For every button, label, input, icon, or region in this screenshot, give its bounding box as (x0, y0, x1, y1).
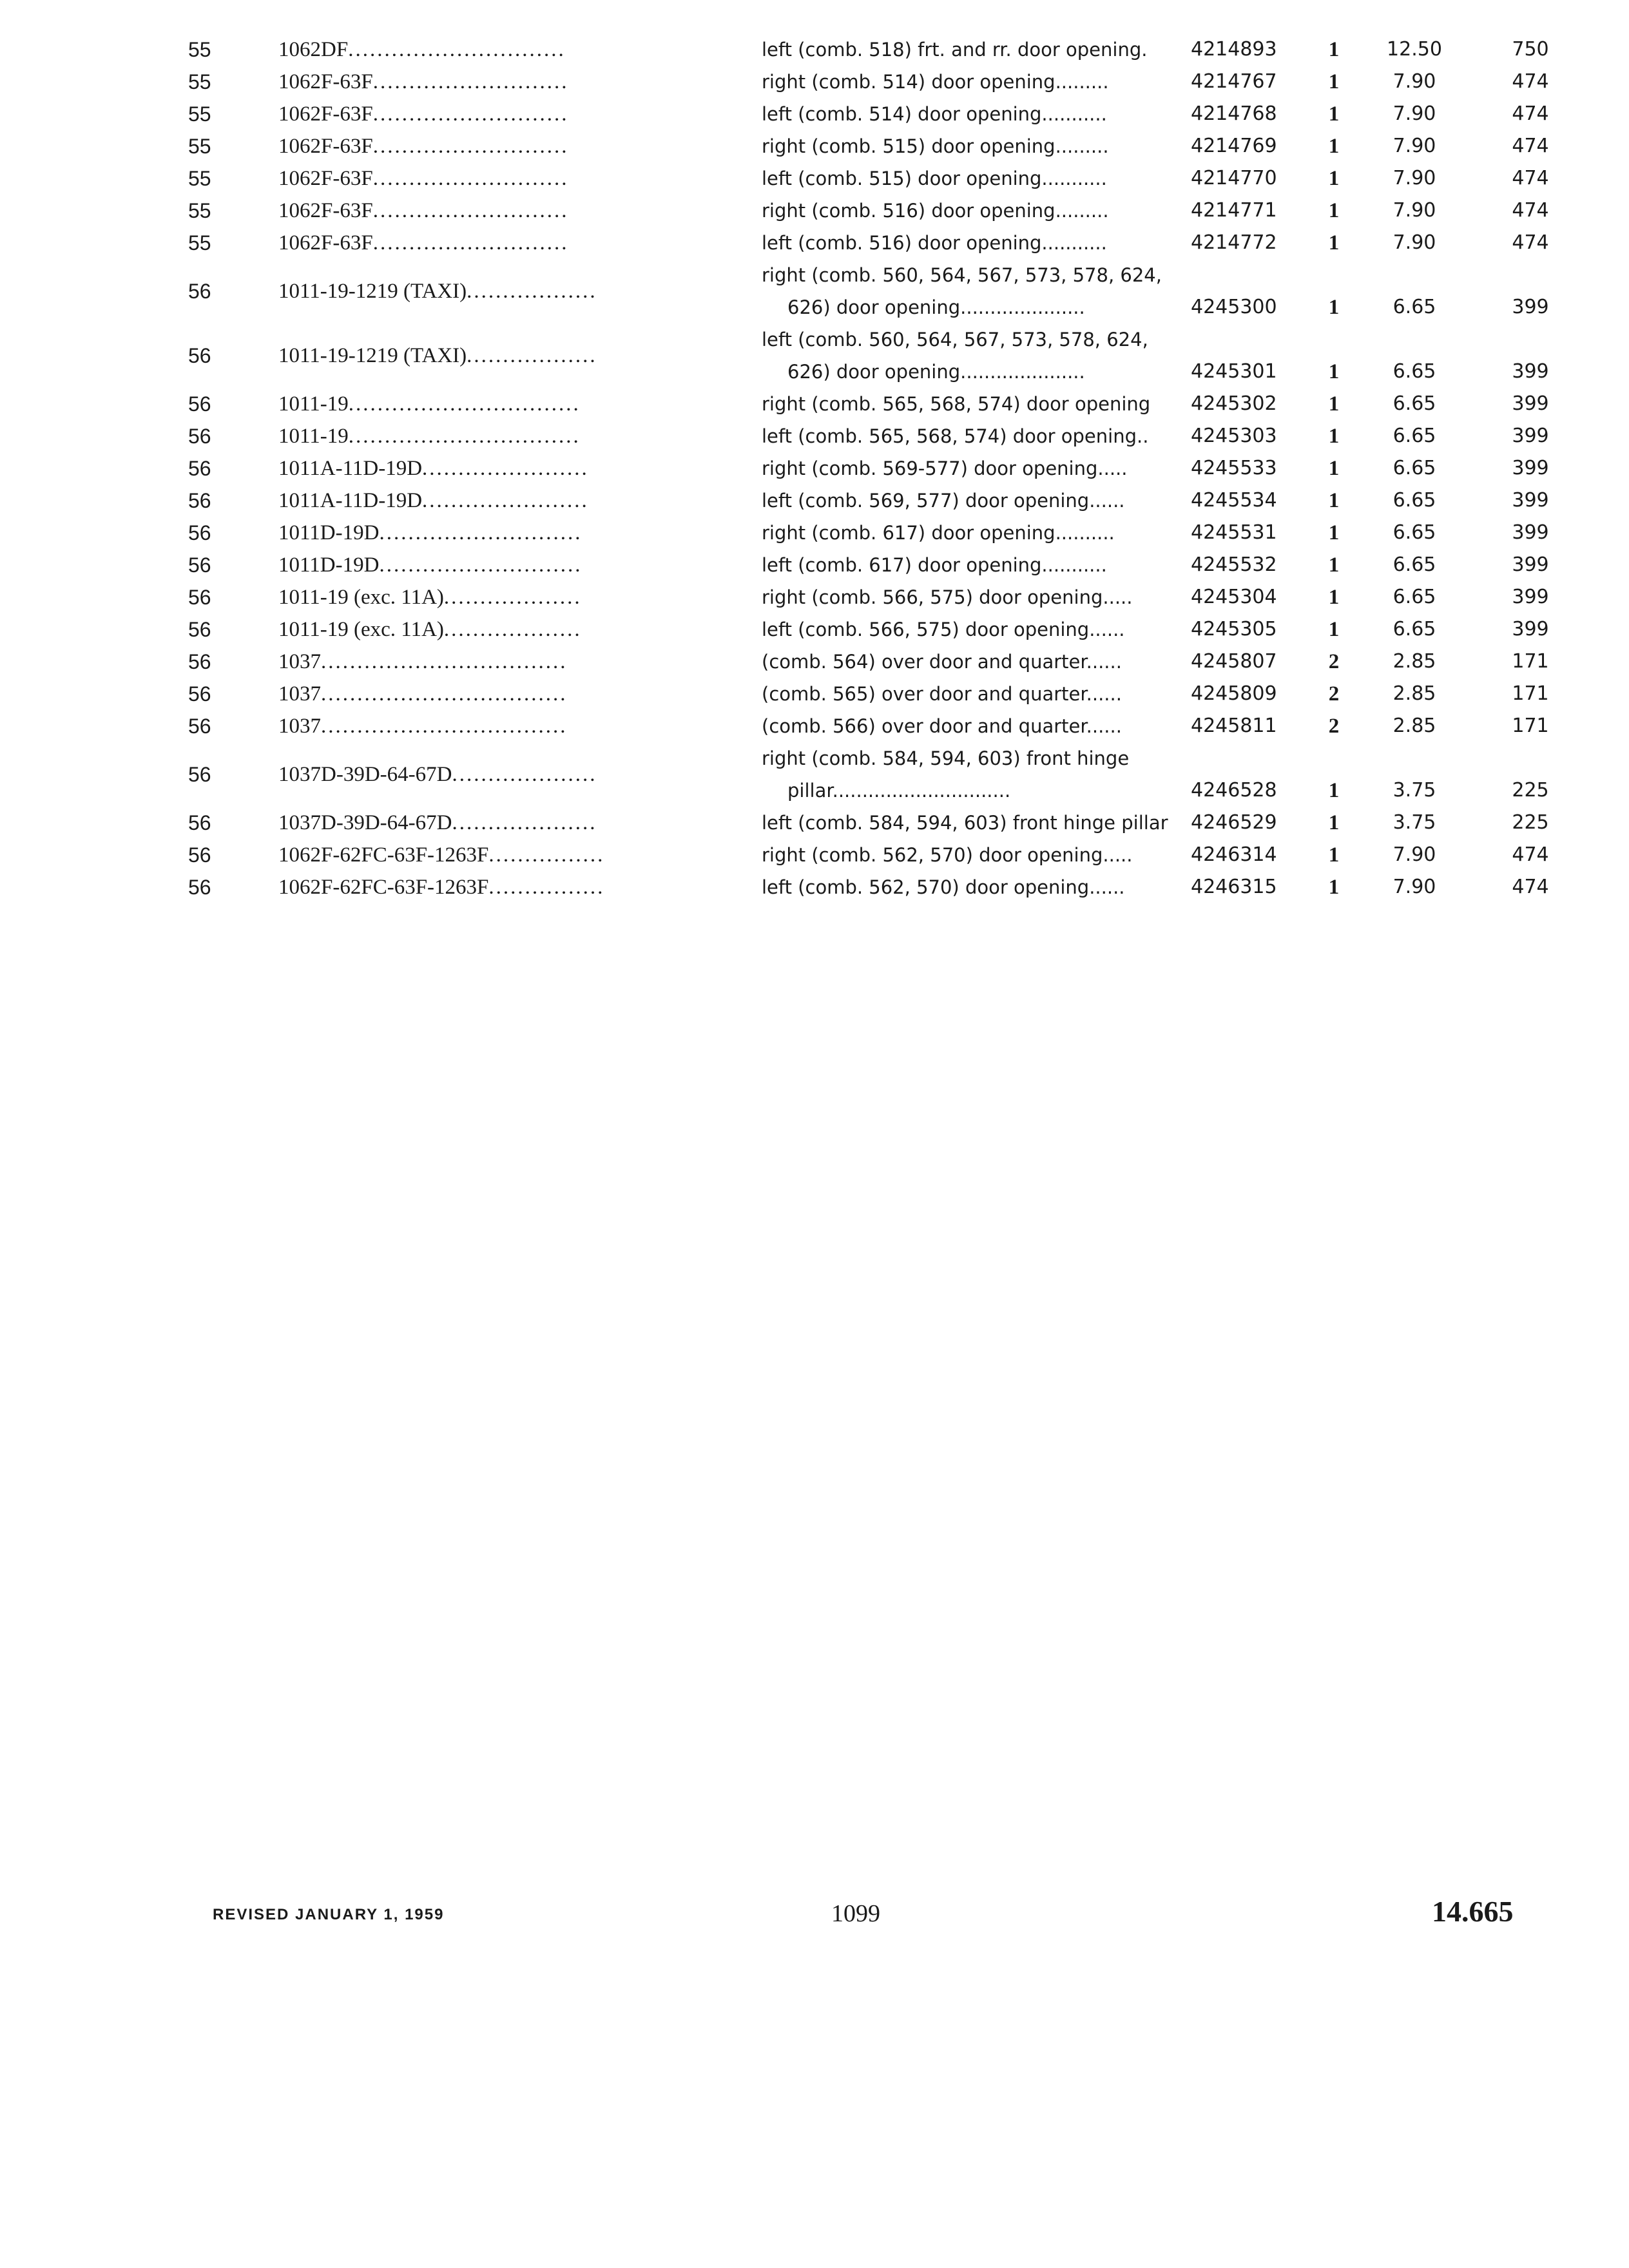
price-cell: 6.65 (1393, 553, 1436, 576)
table-row (0, 323, 1629, 388)
model-cell (278, 807, 697, 839)
quantity-cell: 2 (1328, 715, 1340, 738)
description-cell (762, 452, 1187, 485)
model-name: 1011D-19D (278, 553, 380, 577)
price-cell: 7.90 (1393, 70, 1436, 93)
weight-cell: 474 (1512, 135, 1549, 157)
year-cell: 56 (188, 457, 211, 480)
leader-dots: .................................. (321, 682, 568, 706)
weight-cell: 474 (1512, 102, 1549, 125)
year-cell: 56 (188, 425, 211, 448)
leader-dots: ................... (443, 586, 582, 609)
model-cell (278, 613, 697, 646)
table-row (0, 66, 1629, 98)
table-row (0, 195, 1629, 227)
year-cell: 55 (188, 167, 211, 190)
price-cell: 7.90 (1393, 135, 1436, 157)
quantity-cell: 1 (1328, 38, 1340, 61)
model-cell (278, 195, 697, 227)
weight-cell: 474 (1512, 231, 1549, 254)
part-number-cell: 4245304 (1191, 586, 1277, 608)
weight-cell: 225 (1512, 779, 1549, 802)
price-cell: 7.90 (1393, 167, 1436, 189)
year-cell: 56 (188, 618, 211, 641)
description-line: right (comb. 569-577) door opening..... (762, 457, 1128, 479)
price-cell: 2.85 (1393, 715, 1436, 737)
part-number-cell: 4245532 (1191, 553, 1277, 576)
description-cell (762, 678, 1187, 710)
weight-cell: 399 (1512, 360, 1549, 383)
description-line: left (comb. 515) door opening........... (762, 168, 1107, 189)
price-cell: 6.65 (1393, 521, 1436, 544)
model-name: 1011-19 (exc. 11A) (278, 618, 444, 641)
weight-cell: 750 (1512, 38, 1549, 61)
description-line: right (comb. 560, 564, 567, 573, 578, 624, (762, 264, 1162, 286)
leader-dots: .............................. (348, 38, 566, 61)
weight-cell: 171 (1512, 682, 1549, 705)
revision-date: REVISED JANUARY 1, 1959 (213, 1906, 445, 1923)
year-cell: 56 (188, 682, 211, 706)
leader-dots: ........................... (372, 135, 569, 158)
model-name: 1011A-11D-19D (278, 457, 423, 480)
price-cell: 6.65 (1393, 360, 1436, 383)
part-number-cell: 4245303 (1191, 425, 1277, 447)
part-number-cell: 4245305 (1191, 618, 1277, 640)
part-number-cell: 4214893 (1191, 38, 1277, 61)
quantity-cell: 1 (1328, 779, 1340, 802)
weight-cell: 399 (1512, 521, 1549, 544)
table-row (0, 452, 1629, 485)
description-cell (762, 388, 1187, 420)
description-cell (762, 613, 1187, 646)
description-cell (762, 742, 1187, 807)
description-cell (762, 162, 1187, 195)
model-name: 1037D-39D-64-67D (278, 763, 452, 786)
model-name: 1011-19-1219 (TAXI) (278, 344, 467, 367)
model-name: 1037 (278, 682, 321, 706)
description-line: left (comb. 584, 594, 603) front hinge pillar (762, 812, 1168, 834)
weight-cell: 474 (1512, 167, 1549, 189)
leader-dots: ................ (488, 843, 605, 867)
quantity-cell: 1 (1328, 135, 1340, 158)
year-cell: 56 (188, 876, 211, 899)
description-cell (762, 871, 1187, 903)
quantity-cell: 1 (1328, 296, 1340, 319)
description-cell (762, 485, 1187, 517)
weight-cell: 399 (1512, 586, 1549, 608)
part-number-cell: 4245533 (1191, 457, 1277, 479)
quantity-cell: 1 (1328, 489, 1340, 512)
price-cell: 7.90 (1393, 876, 1436, 898)
model-name: 1011-19 (exc. 11A) (278, 586, 444, 609)
quantity-cell: 2 (1328, 682, 1340, 706)
table-row (0, 227, 1629, 259)
part-number-cell: 4245534 (1191, 489, 1277, 512)
leader-dots: ................................ (348, 392, 581, 416)
part-number-cell: 4245300 (1191, 296, 1277, 318)
model-cell (278, 420, 697, 452)
description-line: left (comb. 562, 570) door opening...... (762, 876, 1125, 898)
model-cell (278, 710, 697, 742)
year-cell: 55 (188, 102, 211, 126)
description-cell (762, 323, 1187, 388)
part-number-cell: 4245809 (1191, 682, 1277, 705)
page-number: 1099 (831, 1900, 880, 1927)
price-cell: 3.75 (1393, 811, 1436, 834)
model-cell (278, 98, 697, 130)
model-name: 1062DF (278, 38, 349, 61)
quantity-cell: 1 (1328, 618, 1340, 641)
price-cell: 6.65 (1393, 586, 1436, 608)
quantity-cell: 1 (1328, 360, 1340, 383)
description-line: left (comb. 560, 564, 567, 573, 578, 624, (762, 329, 1148, 351)
leader-dots: ................................ (348, 425, 581, 448)
model-cell (278, 646, 697, 678)
model-cell (278, 162, 697, 195)
weight-cell: 399 (1512, 392, 1549, 415)
description-cell (762, 227, 1187, 259)
description-line: left (comb. 569, 577) door opening...... (762, 490, 1125, 512)
part-number-cell: 4214769 (1191, 135, 1277, 157)
table-row (0, 678, 1629, 710)
price-cell: 6.65 (1393, 425, 1436, 447)
price-cell: 6.65 (1393, 489, 1436, 512)
price-cell: 6.65 (1393, 618, 1436, 640)
description-line: right (comb. 617) door opening.......... (762, 522, 1115, 544)
part-number-cell: 4214770 (1191, 167, 1277, 189)
table-row (0, 162, 1629, 195)
quantity-cell: 1 (1328, 553, 1340, 577)
model-cell (278, 485, 697, 517)
table-row (0, 807, 1629, 839)
description-line: left (comb. 565, 568, 574) door opening.. (762, 425, 1149, 447)
table-row (0, 420, 1629, 452)
year-cell: 56 (188, 763, 211, 786)
quantity-cell: 1 (1328, 167, 1340, 190)
year-cell: 56 (188, 843, 211, 867)
model-cell (278, 275, 697, 307)
description-cell (762, 839, 1187, 871)
weight-cell: 474 (1512, 843, 1549, 866)
description-line: left (comb. 516) door opening........... (762, 232, 1107, 254)
quantity-cell: 1 (1328, 102, 1340, 126)
description-line: pillar.............................. (787, 780, 1011, 802)
description-line: left (comb. 514) door opening........... (762, 103, 1107, 125)
table-row (0, 613, 1629, 646)
model-name: 1011-19 (278, 425, 349, 448)
year-cell: 55 (188, 199, 211, 222)
quantity-cell: 1 (1328, 199, 1340, 222)
part-number-cell: 4245302 (1191, 392, 1277, 415)
price-cell: 7.90 (1393, 843, 1436, 866)
table-row (0, 839, 1629, 871)
table-row (0, 742, 1629, 807)
quantity-cell: 1 (1328, 70, 1340, 93)
leader-dots: .................................. (321, 650, 568, 673)
leader-dots: .................... (452, 763, 597, 786)
description-line: right (comb. 516) door opening......... (762, 200, 1109, 222)
model-name: 1011-19 (278, 392, 349, 416)
description-cell (762, 66, 1187, 98)
model-name: 1037D-39D-64-67D (278, 811, 452, 834)
part-number-cell: 4214767 (1191, 70, 1277, 93)
description-cell (762, 34, 1187, 66)
leader-dots: ........................... (372, 102, 569, 126)
description-line: 626) door opening..................... (787, 296, 1085, 318)
quantity-cell: 1 (1328, 457, 1340, 480)
weight-cell: 474 (1512, 199, 1549, 222)
part-number-cell: 4246528 (1191, 779, 1277, 802)
model-cell (278, 227, 697, 259)
description-line: left (comb. 617) door opening........... (762, 554, 1107, 576)
description-cell (762, 549, 1187, 581)
leader-dots: .................. (467, 344, 597, 367)
weight-cell: 474 (1512, 876, 1549, 898)
price-cell: 6.65 (1393, 392, 1436, 415)
model-name: 1062F-63F (278, 135, 373, 158)
weight-cell: 171 (1512, 715, 1549, 737)
description-cell (762, 98, 1187, 130)
leader-dots: ........................... (372, 167, 569, 190)
model-name: 1011D-19D (278, 521, 380, 544)
year-cell: 55 (188, 135, 211, 158)
year-cell: 56 (188, 650, 211, 673)
table-row (0, 549, 1629, 581)
description-cell (762, 517, 1187, 549)
description-cell (762, 259, 1187, 323)
description-line: right (comb. 562, 570) door opening..... (762, 844, 1133, 866)
part-number-cell: 4245811 (1191, 715, 1277, 737)
quantity-cell: 1 (1328, 521, 1340, 544)
price-cell: 3.75 (1393, 779, 1436, 802)
quantity-cell: 1 (1328, 843, 1340, 867)
part-number-cell: 4246315 (1191, 876, 1277, 898)
description-cell (762, 710, 1187, 742)
model-name: 1011A-11D-19D (278, 489, 423, 512)
model-name: 1037 (278, 650, 321, 673)
table-row (0, 581, 1629, 613)
part-number-cell: 4214772 (1191, 231, 1277, 254)
description-cell (762, 581, 1187, 613)
model-name: 1062F-63F (278, 199, 373, 222)
weight-cell: 399 (1512, 553, 1549, 576)
model-cell (278, 549, 697, 581)
model-cell (278, 452, 697, 485)
description-line: 626) door opening..................... (787, 361, 1085, 383)
table-row (0, 34, 1629, 66)
year-cell: 56 (188, 280, 211, 303)
model-cell (278, 871, 697, 903)
description-line: (comb. 564) over door and quarter...... (762, 651, 1122, 673)
description-line: (comb. 565) over door and quarter...... (762, 683, 1122, 705)
price-cell: 7.90 (1393, 199, 1436, 222)
table-row (0, 98, 1629, 130)
quantity-cell: 2 (1328, 650, 1340, 673)
model-name: 1037 (278, 715, 321, 738)
description-cell (762, 130, 1187, 162)
quantity-cell: 1 (1328, 586, 1340, 609)
model-cell (278, 517, 697, 549)
leader-dots: ........................... (372, 70, 569, 93)
model-name: 1062F-63F (278, 167, 373, 190)
weight-cell: 474 (1512, 70, 1549, 93)
price-cell: 2.85 (1393, 682, 1436, 705)
model-cell (278, 839, 697, 871)
part-number-cell: 4245531 (1191, 521, 1277, 544)
year-cell: 55 (188, 231, 211, 255)
year-cell: 56 (188, 392, 211, 416)
description-line: left (comb. 518) frt. and rr. door opening. (762, 39, 1148, 61)
description-line: right (comb. 515) door opening......... (762, 135, 1109, 157)
model-cell (278, 340, 697, 372)
quantity-cell: 1 (1328, 811, 1340, 834)
description-line: right (comb. 584, 594, 603) front hinge (762, 747, 1130, 769)
table-row (0, 710, 1629, 742)
weight-cell: 399 (1512, 425, 1549, 447)
part-number-cell: 4214771 (1191, 199, 1277, 222)
weight-cell: 399 (1512, 618, 1549, 640)
price-cell: 7.90 (1393, 102, 1436, 125)
description-cell (762, 195, 1187, 227)
model-cell (278, 678, 697, 710)
part-number-cell: 4214768 (1191, 102, 1277, 125)
model-name: 1062F-62FC-63F-1263F (278, 843, 489, 867)
part-number-cell: 4246314 (1191, 843, 1277, 866)
leader-dots: .................................. (321, 715, 568, 738)
part-number-cell: 4245301 (1191, 360, 1277, 383)
price-cell: 7.90 (1393, 231, 1436, 254)
table-row (0, 130, 1629, 162)
year-cell: 56 (188, 715, 211, 738)
description-cell (762, 807, 1187, 839)
model-name: 1062F-62FC-63F-1263F (278, 876, 489, 899)
table-row (0, 646, 1629, 678)
leader-dots: ....................... (422, 489, 589, 512)
leader-dots: ............................ (379, 553, 583, 577)
model-cell (278, 34, 697, 66)
description-line: (comb. 566) over door and quarter...... (762, 715, 1122, 737)
table-row (0, 871, 1629, 903)
quantity-cell: 1 (1328, 425, 1340, 448)
description-line: right (comb. 565, 568, 574) door opening (762, 393, 1151, 415)
description-cell (762, 420, 1187, 452)
description-line: left (comb. 566, 575) door opening...... (762, 619, 1125, 640)
quantity-cell: 1 (1328, 392, 1340, 416)
table-row (0, 517, 1629, 549)
weight-cell: 399 (1512, 457, 1549, 479)
description-line: right (comb. 514) door opening......... (762, 71, 1109, 93)
weight-cell: 399 (1512, 489, 1549, 512)
model-name: 1011-19-1219 (TAXI) (278, 280, 467, 303)
year-cell: 55 (188, 70, 211, 93)
year-cell: 56 (188, 586, 211, 609)
leader-dots: ................... (443, 618, 582, 641)
weight-cell: 399 (1512, 296, 1549, 318)
table-row (0, 259, 1629, 323)
price-cell: 6.65 (1393, 457, 1436, 479)
model-cell (278, 66, 697, 98)
year-cell: 56 (188, 811, 211, 834)
table-row (0, 388, 1629, 420)
model-cell (278, 388, 697, 420)
model-name: 1062F-63F (278, 70, 373, 93)
year-cell: 56 (188, 553, 211, 577)
model-cell (278, 758, 697, 791)
leader-dots: ....................... (422, 457, 589, 480)
quantity-cell: 1 (1328, 231, 1340, 255)
part-number-cell: 4246529 (1191, 811, 1277, 834)
description-line: right (comb. 566, 575) door opening..... (762, 586, 1133, 608)
section-number: 14.665 (1432, 1895, 1514, 1928)
price-cell: 6.65 (1393, 296, 1436, 318)
model-cell (278, 581, 697, 613)
table-row (0, 485, 1629, 517)
quantity-cell: 1 (1328, 876, 1340, 899)
leader-dots: ........................... (372, 199, 569, 222)
year-cell: 56 (188, 489, 211, 512)
description-cell (762, 646, 1187, 678)
leader-dots: .................... (452, 811, 597, 834)
weight-cell: 171 (1512, 650, 1549, 673)
leader-dots: .................. (467, 280, 597, 303)
year-cell: 55 (188, 38, 211, 61)
year-cell: 56 (188, 521, 211, 544)
leader-dots: ................ (488, 876, 605, 899)
model-cell (278, 130, 697, 162)
part-number-cell: 4245807 (1191, 650, 1277, 673)
leader-dots: ........................... (372, 231, 569, 255)
price-cell: 12.50 (1387, 38, 1442, 61)
leader-dots: ............................ (379, 521, 583, 544)
weight-cell: 225 (1512, 811, 1549, 834)
year-cell: 56 (188, 344, 211, 367)
price-cell: 2.85 (1393, 650, 1436, 673)
model-name: 1062F-63F (278, 102, 373, 126)
model-name: 1062F-63F (278, 231, 373, 255)
